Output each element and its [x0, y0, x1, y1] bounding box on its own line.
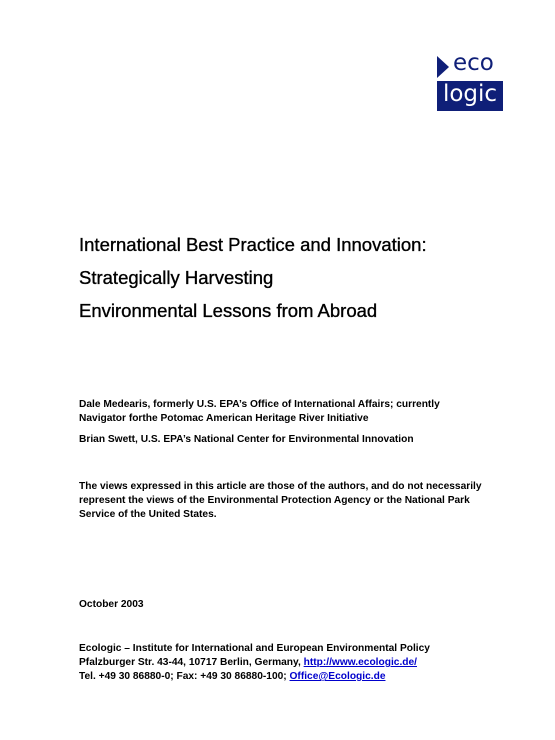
footer-address [79, 656, 430, 670]
footer-address-text: Pfalzburger Str. 43-44, 10717 Berlin, Germany, [79, 657, 304, 668]
ecologic-logo [437, 52, 505, 112]
title-line-3: Environmental Lessons from Abroad [79, 300, 378, 321]
footer-institute: Ecologic – Institute for International and European Environmental Policy [79, 643, 430, 654]
footer-contact-text: Tel. +49 30 86880-0; Fax: +49 30 86880-100; [79, 671, 290, 682]
disclaimer-line-3: Service of the United States. [79, 509, 217, 520]
title-line-2: Strategically Harvesting [79, 267, 274, 288]
title-line-1: International Best Practice and Innovation: [79, 234, 427, 255]
logo-triangle-icon [437, 56, 449, 78]
publisher-footer [79, 642, 430, 684]
document-title [79, 228, 539, 327]
footer-contact [79, 670, 430, 684]
disclaimer-line-2: represent the views of the Environmental Protection Agency or the National Park [79, 495, 470, 506]
author-1 [79, 398, 440, 426]
logo-eco-text: eco [453, 50, 494, 76]
author-1-line-1: Dale Medearis, formerly U.S. EPA’s Office of International Affairs; currently [79, 399, 440, 410]
publication-date: October 2003 [79, 599, 144, 610]
author-1-line-2: Navigator forthe Potomac American Heritage River Initiative [79, 413, 369, 424]
disclaimer [79, 480, 482, 522]
website-link[interactable]: http://www.ecologic.de/ [303, 657, 417, 668]
author-2: Brian Swett, U.S. EPA’s National Center for Environmental Innovation [79, 434, 414, 445]
disclaimer-line-1: The views expressed in this article are those of the authors, and do not necessarily [79, 481, 482, 492]
email-link[interactable]: Office@Ecologic.de [289, 671, 386, 682]
logo-logic-text: logic [437, 81, 503, 111]
